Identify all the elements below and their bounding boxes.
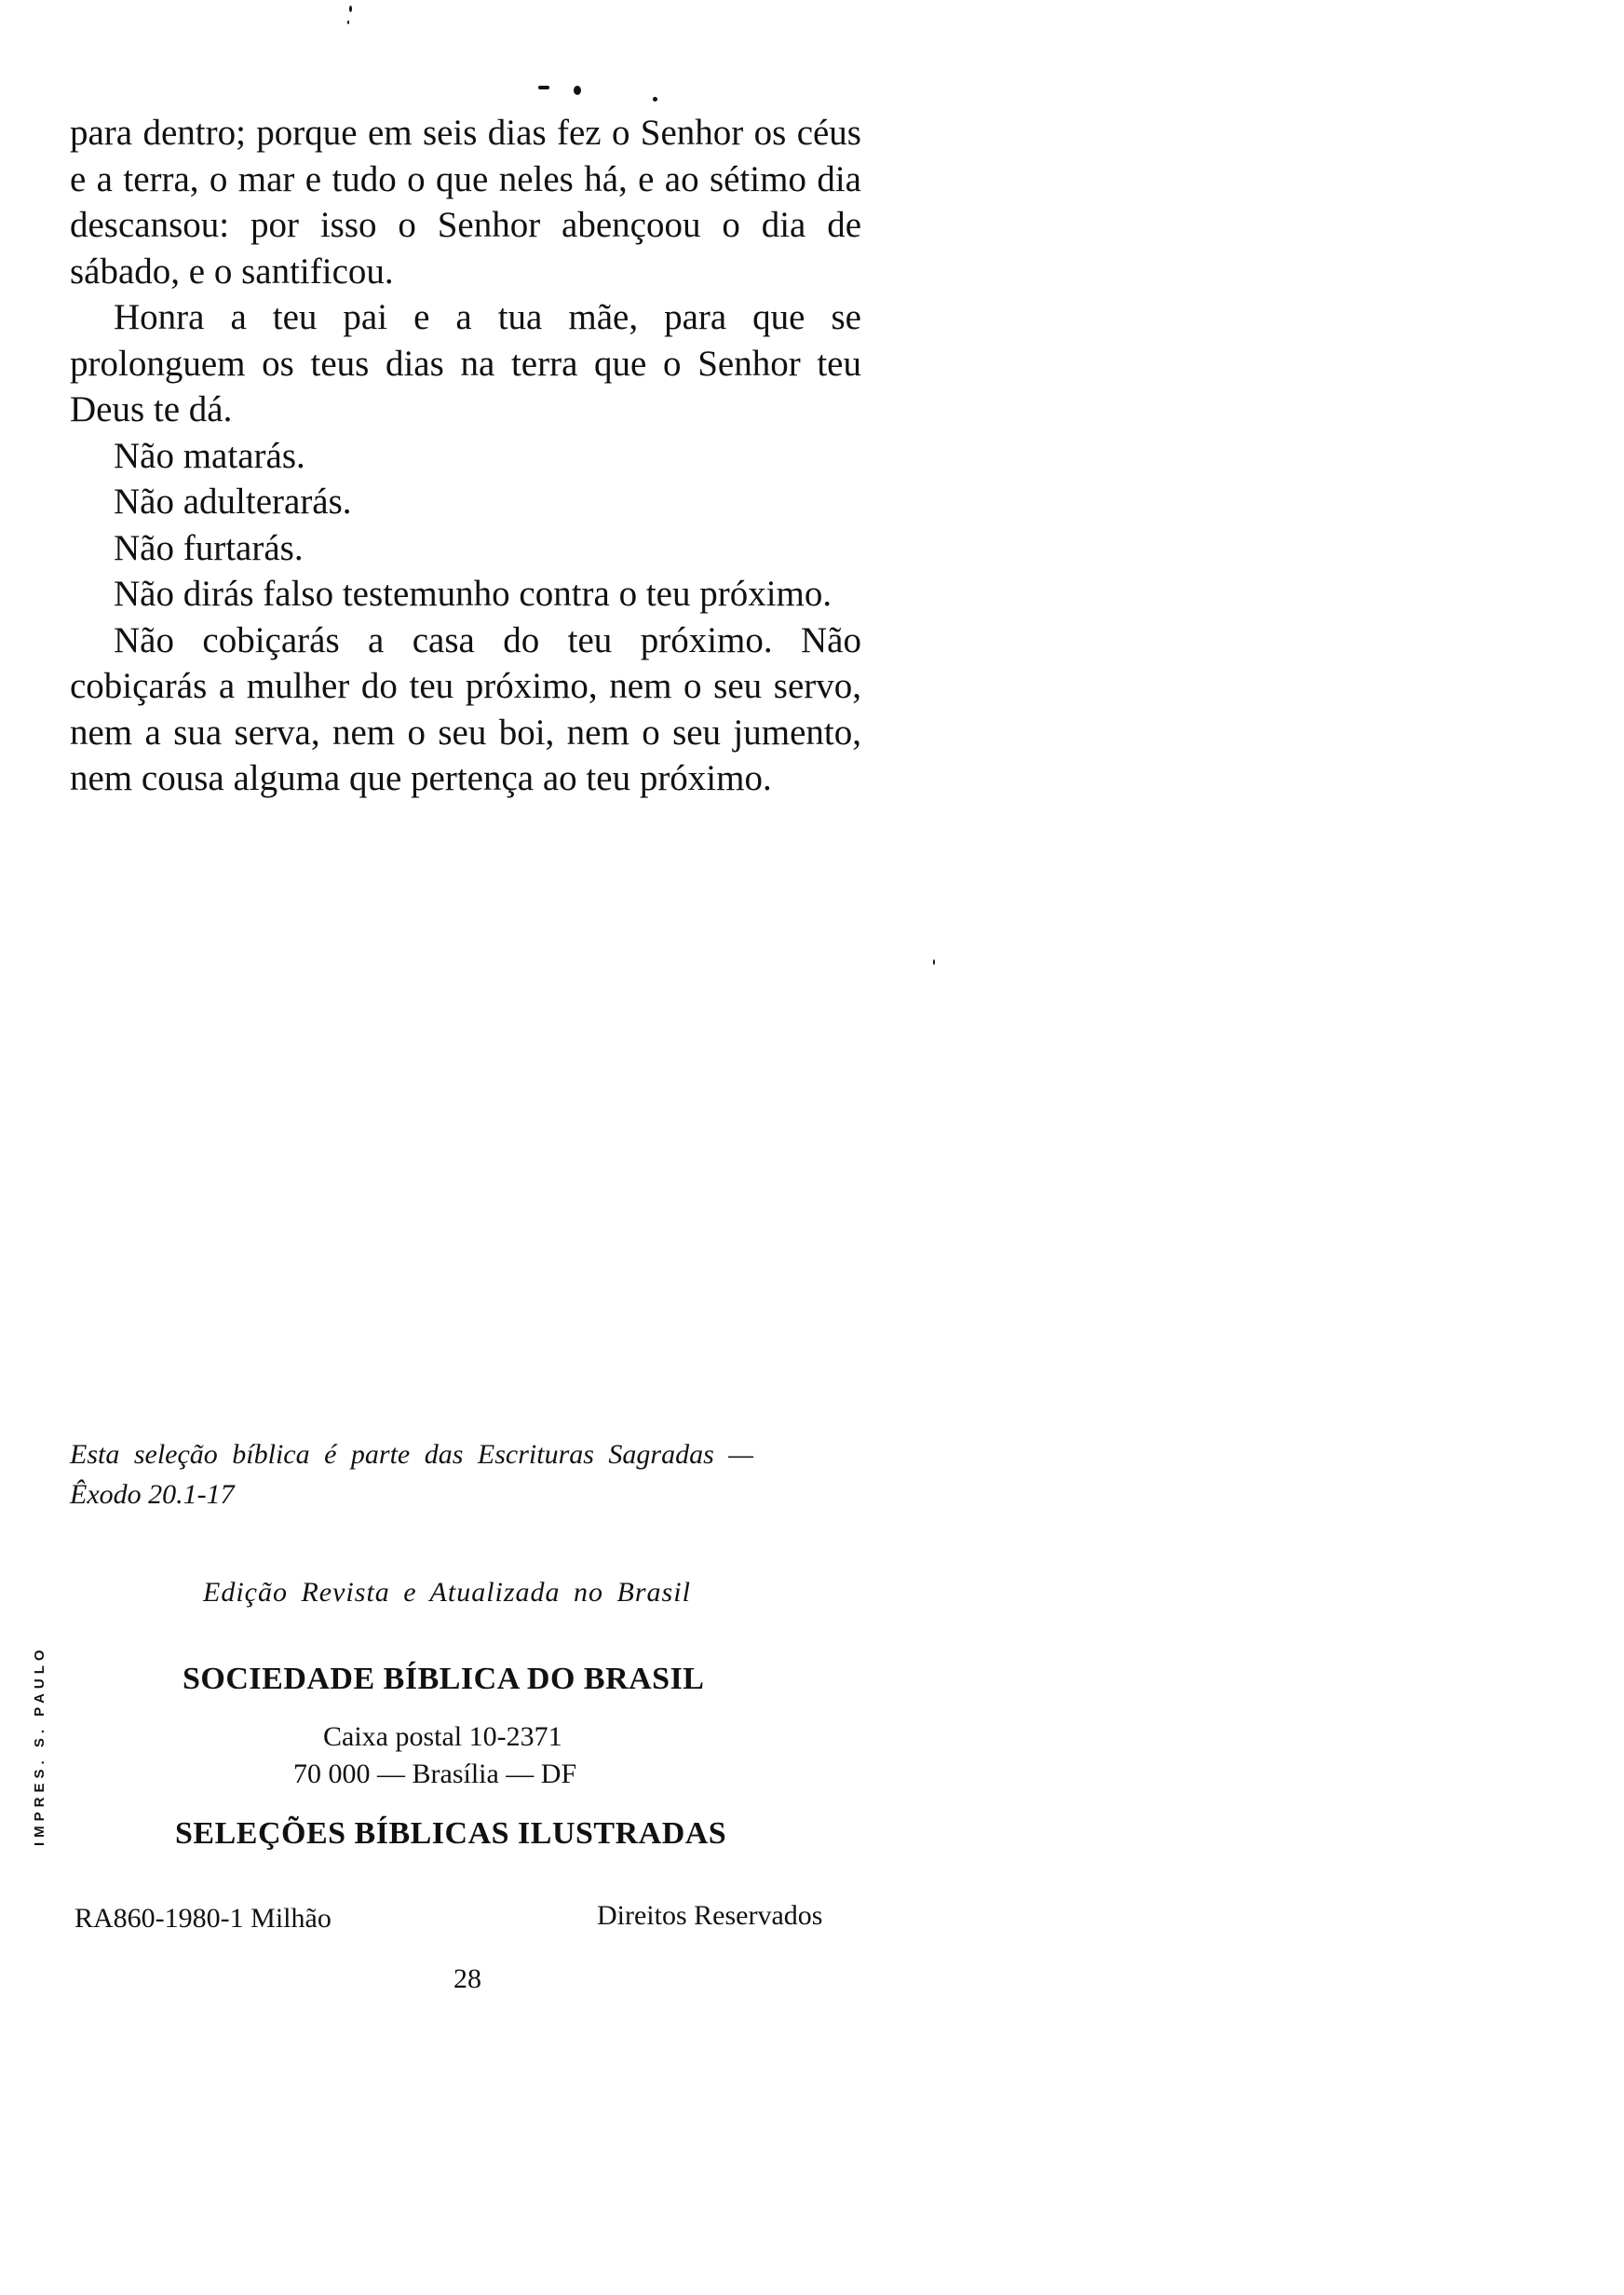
series-title: SELEÇÕES BÍBLICAS ILUSTRADAS	[175, 1816, 727, 1851]
paragraph-not-adultery: Não adulterarás.	[114, 482, 352, 522]
print-run: RA860-1980-1 Milhão	[74, 1903, 332, 1934]
paragraph-not-kill: Não matarás.	[114, 435, 305, 476]
publisher-name: SOCIEDADE BÍBLICA DO BRASIL	[183, 1662, 705, 1696]
scan-speck	[538, 86, 549, 89]
main-text	[70, 110, 861, 802]
source-note	[70, 1434, 861, 1514]
paragraph-not-steal: Não furtarás.	[114, 527, 304, 568]
scan-speck	[574, 86, 581, 95]
paragraph-sabbath: para dentro; porque em seis dias fez o Senhor os céus e a terra, o mar e tudo o que neles há, e ao sétimo dia descansou: por isso o Senhor abençoou o dia de sábado, e o santificou.	[70, 113, 861, 292]
scan-speck	[933, 959, 935, 965]
scan-speck	[347, 20, 349, 24]
address-line-2: 70 000 — Brasília — DF	[293, 1759, 577, 1789]
source-line-2: Êxodo 20.1-17	[70, 1479, 235, 1510]
printer-imprint: IMPRES. S. PAULO	[32, 1645, 47, 1846]
paragraph-not-covet: Não cobiçarás a casa do teu próximo. Não cobiçarás a mulher do teu próximo, nem o seu servo, nem a sua serva, nem o seu boi, nem o seu jumento, nem cousa alguma que pertença ao teu próximo.	[70, 619, 861, 798]
edition-line: Edição Revista e Atualizada no Brasil	[203, 1577, 691, 1608]
publisher-address	[293, 1718, 666, 1793]
scan-speck	[349, 6, 352, 12]
paragraph-not-false-witness: Não dirás falso testemunho contra o teu próximo.	[114, 574, 832, 614]
paragraph-honor-parents: Honra a teu pai e a tua mãe, para que se prolonguem os teus dias na terra que o Senhor teu Deus te dá.	[70, 297, 861, 429]
address-line-1: Caixa postal 10-2371	[323, 1721, 562, 1752]
source-line-1: Esta seleção bíblica é parte das Escrituras Sagradas —	[70, 1439, 753, 1470]
scan-speck	[653, 97, 657, 102]
page-number: 28	[453, 1963, 481, 1994]
rights-notice: Direitos Reservados	[597, 1900, 823, 1931]
